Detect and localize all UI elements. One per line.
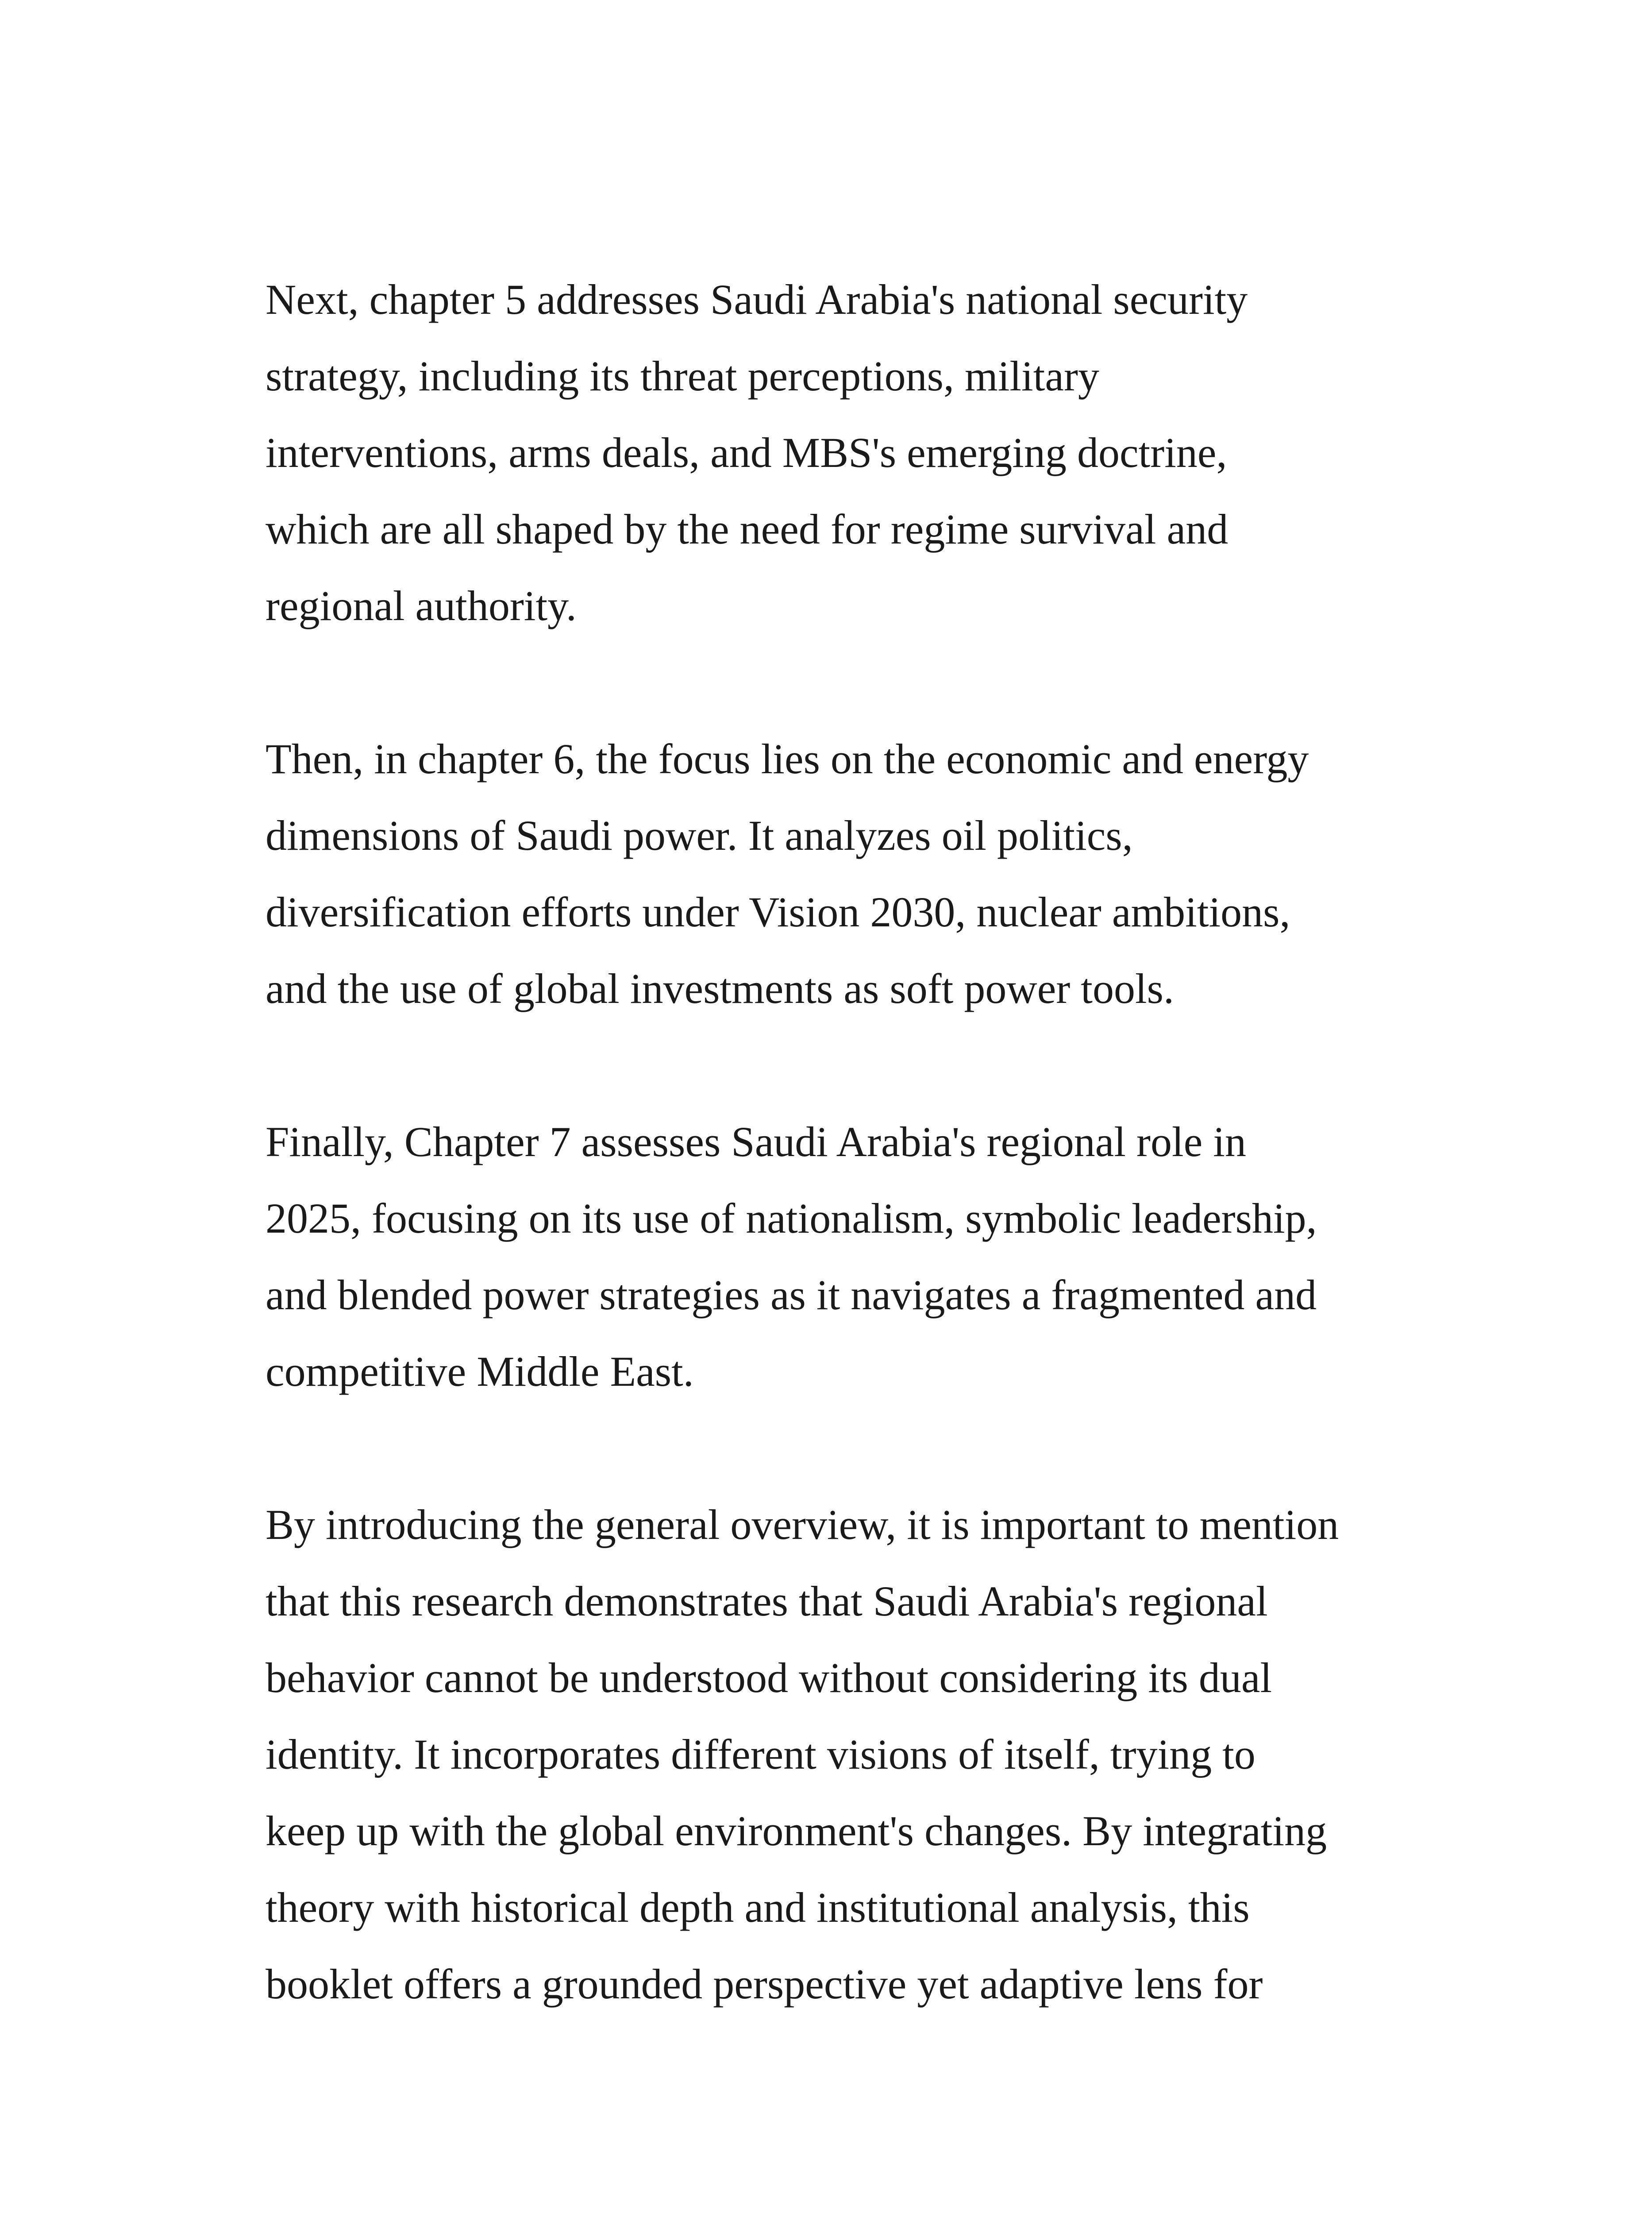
text-line: strategy, including its threat perceptions, military bbox=[266, 352, 1099, 400]
text-line: competitive Middle East. bbox=[266, 1348, 694, 1395]
text-line: dimensions of Saudi power. It analyzes oil politics, bbox=[266, 812, 1133, 859]
text-line: booklet offers a grounded perspective yet adaptive lens for bbox=[266, 1960, 1263, 2008]
text-line: regional authority. bbox=[266, 582, 577, 629]
text-line: 2025, focusing on its use of nationalism, symbolic leadership, bbox=[266, 1195, 1317, 1242]
text-line: and blended power strategies as it navigates a fragmented and bbox=[266, 1271, 1317, 1319]
text-line: keep up with the global environment's changes. By integrating bbox=[266, 1807, 1327, 1854]
text-line: and the use of global investments as soft power tools. bbox=[266, 965, 1174, 1012]
text-line: identity. It incorporates different visions of itself, trying to bbox=[266, 1731, 1255, 1778]
text-line: Next, chapter 5 addresses Saudi Arabia's national security bbox=[266, 276, 1248, 323]
text-line: behavior cannot be understood without considering its dual bbox=[266, 1654, 1272, 1701]
text-line: Finally, Chapter 7 assesses Saudi Arabia's regional role in bbox=[266, 1118, 1246, 1165]
text-line: By introducing the general overview, it is important to mention bbox=[266, 1501, 1339, 1548]
text-line: diversification efforts under Vision 2030, nuclear ambitions, bbox=[266, 888, 1290, 936]
paragraph-chapter-5 bbox=[266, 261, 1416, 644]
text-line: Then, in chapter 6, the focus lies on the economic and energy bbox=[266, 735, 1309, 783]
text-line: theory with historical depth and institutional analysis, this bbox=[266, 1884, 1250, 1931]
body-text bbox=[266, 261, 1416, 2022]
text-line: which are all shaped by the need for regime survival and bbox=[266, 505, 1228, 553]
text-line: interventions, arms deals, and MBS's emerging doctrine, bbox=[266, 429, 1227, 476]
paragraph-chapter-7 bbox=[266, 1103, 1416, 1410]
paragraph-overview bbox=[266, 1486, 1416, 2022]
text-line: that this research demonstrates that Saudi Arabia's regional bbox=[266, 1577, 1268, 1625]
paragraph-chapter-6 bbox=[266, 721, 1416, 1027]
